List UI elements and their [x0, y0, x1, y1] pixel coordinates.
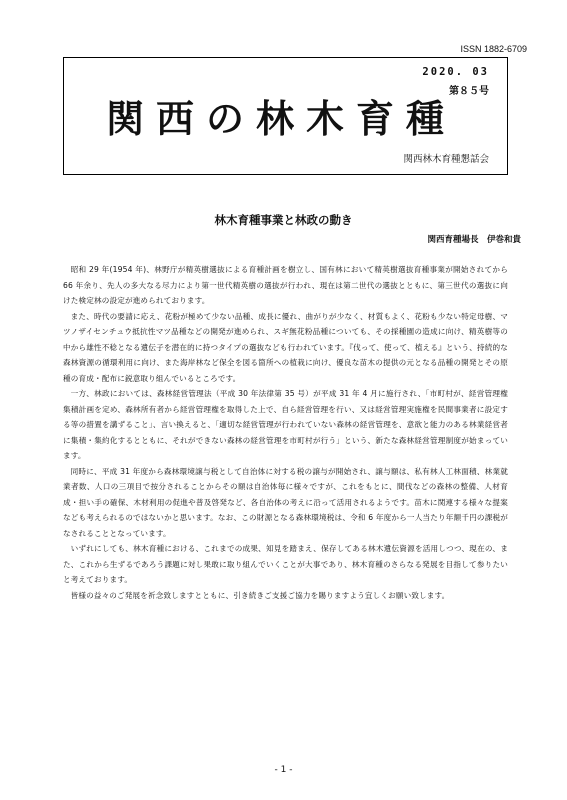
issue-date: 2020. 03	[422, 66, 489, 78]
paragraph: 昭和 29 年(1954 年)、林野庁が精英樹選抜による育種計画を樹立し、国有林において精英樹選抜育種事業が開始されてから 66 年余り、先人の多大なる尽力により第一世代精英樹の選抜が行われ、現在は第二世代の選抜とともに、第三世代の選抜に向けた検定林の設定が進められております。	[63, 265, 508, 305]
issn-number: ISSN 1882-6709	[460, 44, 527, 54]
article-byline: 関西育種場長 伊巻和貴	[427, 235, 521, 245]
issue-number: 第８５号	[449, 86, 489, 97]
masthead-box	[63, 57, 508, 175]
paragraph: いずれにしても、林木育種における、これまでの成果、知見を踏まえ、保存してある林木遺伝資源を活用しつつ、現在の、また、これから生ずるであろう課題に対し果敢に取り組んでいくことが大事であり、林木育種のさらなる発展を目指して参りたいと考えております。	[63, 544, 508, 584]
paragraph: 皆様の益々のご発展を祈念致しますとともに、引き続きご支援ご協力を賜りますよう宜しくお願い致します。	[70, 590, 450, 600]
paragraph: 一方、林政においては、森林経営管理法（平成 30 年法律第 35 号）が平成 31 年 4 月に施行され、「市町村が、経営管理権集積計画を定め、森林所有者から経営管理権を取得した上で、自ら経営管理を行い、又は経営管理実施権を民間事業者に設定する等の措置を講ずること」、言い換えると、「適切な経営管理が行われていない森林の経営管理を、意欲と能力のある林業経営者に集積・集約化するとともに、それができない森林の経営管理を市町村が行う」という、新たな森林経営管理制度が始まっています。	[63, 389, 508, 460]
publisher-name: 関西林木育種懇話会	[403, 154, 489, 165]
page-number: - 1 -	[274, 765, 293, 775]
paragraph: また、時代の要請に応え、花粉が極めて少ない品種、成長に優れ、曲がりが少なく、材質もよく、花粉も少ない特定母樹、マツノザイセンチュウ抵抗性マツ品種などの開発が進められ、スギ無花粉品種についても、その採種園の造成に向け、精英樹等の中から雄性不稔となる遺伝子を潜在的に持つタイプの選抜なども行われています。『伐って、使って、植える』という、持続的な森林資源の循環利用に向け、また海岸林など保全を図る箇所への植栽に向け、優良な苗木の提供の元となる品種の開発とその原種の育成・配布に鋭意取り組んでいるところです。	[63, 311, 508, 383]
article-title: 林木育種事業と林政の動き	[214, 213, 353, 227]
paragraph: 同時に、平成 31 年度から森林環境譲与税として自治体に対する税の譲与が開始され、譲与額は、私有林人工林面積、林業就業者数、人口の三項目で按分されることからその額は自治体毎に様々ですが、これをもとに、間伐などの森林の整備、人材育成・担い手の確保、木材利用の促進や普及啓発など、各自治体の考えに沿って活用されるようです。苗木に関連する様々な提案なども考えられるのではないかと思います。なお、この財源となる森林環境税は、令和 6 年度から一人当たり年額千円の課税がなされることとなっています。	[63, 466, 508, 538]
newsletter-title: 関西の林木育種	[106, 96, 457, 141]
article-body	[63, 262, 508, 603]
